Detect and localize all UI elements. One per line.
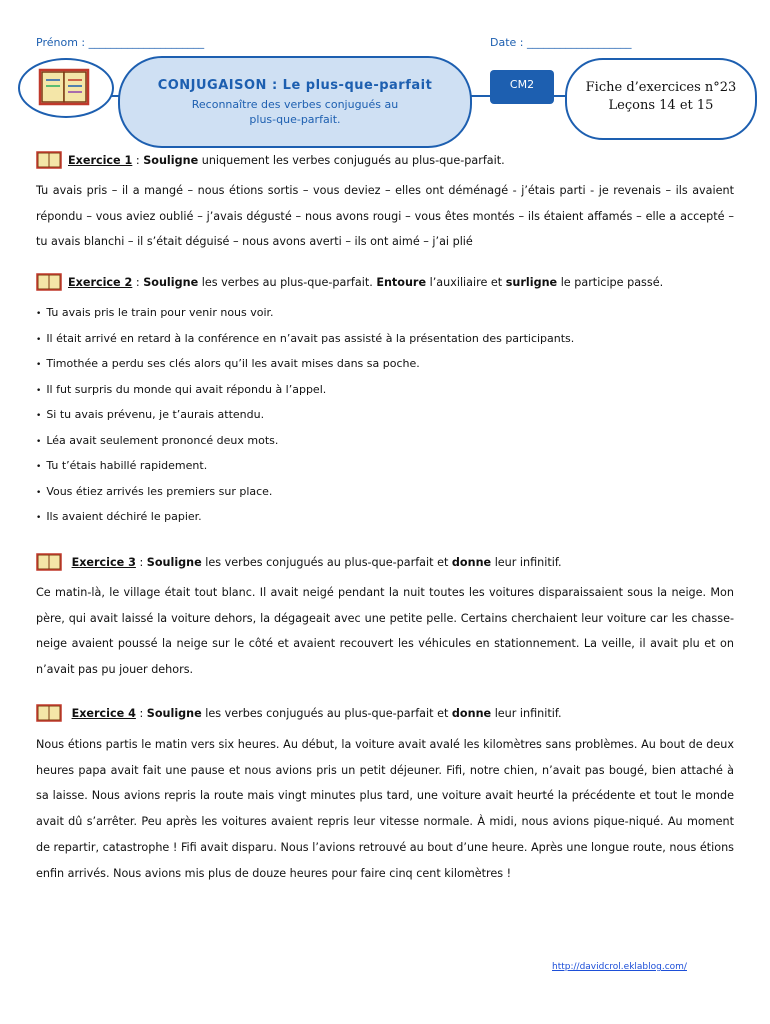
worksheet-number: Fiche d’exercices n°23 — [585, 80, 737, 95]
instruction-verb: Souligne — [143, 153, 199, 167]
exercise-4-text: Nous étions partis le matin vers six heures. Au début, la voiture avait avalé les kilomètres sans problèmes. Au bout de deux heures papa avait fait une pause et nous avions pris un petit déjeuner. Fifi, notre chien, n’avait pas bougé, bien attaché à sa laisse. Nous avions repris la route mais vingt minutes plus tard, une voiture avait heurté la précédente et tout le monde avait dû s’arrêter. Peu après les voitures avaient repris leur vitesse normale. À midi, nous avions pique-niqué. Au moment de repartir, catastrophe ! Fifi avait disparu. Nous l’avions retrouvé au bout d’une heure. Après une longue route, nous étions enfin arrivés. Nous avions mis plus de douze heures pour faire cinq cent kilomètres ! — [36, 738, 734, 880]
instruction-text: les verbes conjugués au plus-que-parfait et — [205, 555, 449, 569]
list-item: • Il était arrivé en retard à la conférence en n’avait pas assisté à la présentation des participants. — [36, 326, 734, 352]
exercise-2-sentence-list — [36, 300, 734, 530]
list-item: • Vous étiez arrivés les premiers sur place. — [36, 479, 734, 505]
exercise-label: Exercice 2 — [68, 275, 133, 289]
list-item: • Léa avait seulement prononcé deux mots. — [36, 428, 734, 454]
prenom-field: Prénom : _____________________ — [36, 36, 205, 49]
exercise-3-title: Exercice 3 : Souligne les verbes conjugués au plus-que-parfait et donne leur infinitif. — [36, 552, 562, 572]
lesson-numbers: Leçons 14 et 15 — [608, 98, 714, 113]
list-item: • Si tu avais prévenu, je t’aurais attendu. — [36, 402, 734, 428]
instruction-text: les verbes au plus-que-parfait. — [201, 275, 373, 289]
instruction-verb: Souligne — [146, 555, 202, 569]
instruction-verb: donne — [451, 555, 492, 569]
instruction-text: les verbes conjugués au plus-que-parfait et — [205, 706, 449, 720]
date-field: Date : ___________________ — [490, 36, 632, 49]
list-item: • Ils avaient déchiré le papier. — [36, 504, 734, 530]
instruction-verb: donne — [451, 706, 492, 720]
book-icon — [36, 272, 62, 292]
instruction-text: uniquement les verbes conjugués au plus-que-parfait. — [201, 153, 505, 167]
instruction-text: le participe passé. — [560, 275, 664, 289]
exercise-label: Exercice 4 — [71, 706, 136, 720]
instruction-verb: surligne — [505, 275, 558, 289]
title-banner — [118, 56, 472, 148]
list-item: • Tu t’étais habillé rapidement. — [36, 453, 734, 479]
subtitle-line-2: plus-que-parfait. — [249, 113, 341, 126]
level-badge: CM2 — [490, 70, 554, 104]
page-title: CONJUGAISON : Le plus-que-parfait — [157, 78, 433, 93]
page-subtitle — [120, 97, 470, 127]
list-item: • Timothée a perdu ses clés alors qu’il les avait mises dans sa poche. — [36, 351, 734, 377]
instruction-text: leur infinitif. — [494, 706, 562, 720]
book-icon — [36, 150, 62, 170]
book-icon — [36, 552, 62, 572]
instruction-text: leur infinitif. — [494, 555, 562, 569]
list-item: • Tu avais pris le train pour venir nous voir. — [36, 300, 734, 326]
instruction-verb: Souligne — [146, 706, 202, 720]
book-icon — [36, 703, 62, 723]
exercise-1-title: Exercice 1 : Souligne uniquement les verbes conjugués au plus-que-parfait. — [36, 150, 505, 170]
exercise-label: Exercice 1 — [68, 153, 133, 167]
subtitle-line-1: Reconnaître des verbes conjugués au — [191, 98, 399, 111]
exercise-label: Exercice 3 — [71, 555, 136, 569]
book-logo-icon — [18, 58, 114, 118]
instruction-text: l’auxiliaire et — [429, 275, 503, 289]
exercise-3-text: Ce matin-là, le village était tout blanc. Il avait neigé pendant la nuit toutes les voitures disparaissaient sous la neige. Mon père, qui avait laissé la voiture dehors, la dégageait avec une petite pelle. Certains cherchaient leur voiture car les chasse-neige avaient poussé la neige sur le côté et avaient recouvert les véhicules en stationnement. La veille, il avait plu et on n’avait pas pu jouer dehors. — [36, 586, 734, 677]
instruction-verb: Souligne — [143, 275, 199, 289]
list-item: • Il fut surpris du monde qui avait répondu à l’appel. — [36, 377, 734, 403]
exercise-4-title: Exercice 4 : Souligne les verbes conjugués au plus-que-parfait et donne leur infinitif. — [36, 703, 562, 723]
worksheet-info-box — [565, 58, 757, 140]
instruction-verb: Entoure — [376, 275, 427, 289]
exercise-2-title: Exercice 2 : Souligne les verbes au plus-que-parfait. Entoure l’auxiliaire et surligne le participe passé. — [36, 272, 663, 292]
footer-link[interactable]: http://davidcrol.eklablog.com/ — [552, 962, 687, 972]
exercise-1-text: Tu avais pris – il a mangé – nous étions sortis – vous deviez – elles ont déménagé - j’étais parti - je revenais – ils avaient répondu – vous aviez oublié – j’avais dégusté – nous avons rougi – vous êtes montés – ils étaient affamés – elle a accepté – tu avais blanchi – il s’était déguisé – nous avons averti – ils ont aimé – j’ai plié — [36, 184, 734, 249]
